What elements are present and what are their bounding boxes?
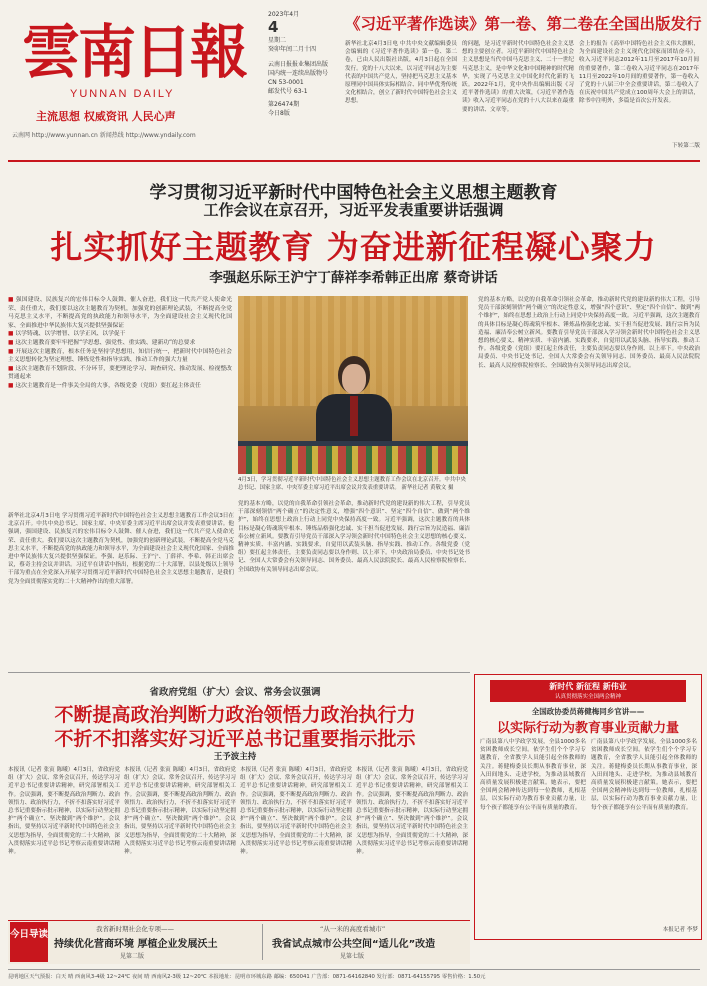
photo-caption xyxy=(238,477,470,492)
main-headline[interactable]: 扎实抓好主题教育 为奋进新征程凝心聚力 xyxy=(50,228,657,266)
masthead-contact: 云南网 http://www.yunnan.cn 新闻热线 http://www.yndaily.com xyxy=(12,132,196,139)
masthead xyxy=(8,8,258,148)
lower-article-column-3: 本报讯（记者 张寅 陈曦）4月3日，省政府党组（扩大）会议、常务会议召开，传达学习习近平总书记重要讲话精神，研究部署相关工作。会议强调，要不断提高政治判断力、政治领悟力、政治执行力，不折不扣落实好习近平总书记重要指示批示精神，以实际行动坚定拥护“两个确立”、坚决做到“两个维护”。会议指出，要坚持以习近平新时代中国特色社会主义思想为指导，全面贯彻党的二十大精神，深入贯彻落实习近平总书记考察云南重要讲话精神。 xyxy=(240,767,352,856)
continued-note[interactable]: 下转第二版 xyxy=(672,143,700,149)
key-point: ■ 这次主题教育是一件事关全局的大事，各级党委（党组）要扛起主体责任 xyxy=(8,382,232,391)
special-column-label-subtitle: 认真贯彻落实全国两会精神 xyxy=(554,694,621,700)
key-point: ■ 这次主题教育不划阶段、不分环节，要把理论学习、调查研究、推动发展、检视整改贯通起来 xyxy=(8,365,232,382)
guide-item-1-title[interactable]: 持续优化营商环境 厚植企业发展沃土 xyxy=(54,939,218,950)
issue-pages: 今日8版 xyxy=(268,110,290,117)
special-column-reporter: 本报记者 李梦 xyxy=(662,927,698,933)
guide-divider xyxy=(262,924,263,960)
main-kicker-1: 学习贯彻习近平新时代中国特色社会主义思想主题教育 xyxy=(149,183,558,203)
top-article-column-1: 新华社北京4月3日电 中共中央文献编辑委员会编辑的《习近平著作选读》第一卷、第二卷，已由人民出版社出版，4月3日起在全国发行。党的十八大以来，以习近平同志为主要代表的中国共产党人，坚持把马克思主义基本原理同中国具体实际相结合、同中华优秀传统文化相结合，创立了新时代中国特色社会主义思想。 xyxy=(345,41,457,105)
special-column-label xyxy=(490,680,686,702)
special-column-label-title: 新时代 新征程 新伟业 xyxy=(549,682,627,691)
newspaper-logo: 雲南日報 xyxy=(22,18,247,86)
issue-lunar-date: 癸卯年闰二月十四 xyxy=(268,46,317,53)
guide-item-2-title[interactable]: 我省试点城市公共空间“适儿化”改造 xyxy=(272,939,436,950)
lower-article-headline-1[interactable]: 不断提高政治判断力政治领悟力政治执行力 xyxy=(54,704,416,726)
lower-article-byline: 王予波主持 xyxy=(213,752,257,762)
lower-article-column-1: 本报讯（记者 张寅 陈曦）4月3日，省政府党组（扩大）会议、常务会议召开，传达学习习近平总书记重要讲话精神，研究部署相关工作。会议强调，要不断提高政治判断力、政治领悟力、政治执行力，不折不扣落实好习近平总书记重要指示批示精神，以实际行动坚定拥护“两个确立”、坚决做到“两个维护”。会议指出，要坚持以习近平新时代中国特色社会主义思想为指导，全面贯彻党的二十大精神，深入贯彻落实习近平总书记考察云南重要讲话精神。 xyxy=(8,767,120,856)
key-point: ■ 以学铸魂、以学增智、以学正风、以学促干 xyxy=(8,330,232,339)
lower-article-headline-2[interactable]: 不折不扣落实好习近平总书记重要指示批示 xyxy=(54,728,416,750)
special-column-headline[interactable]: 以实际行动为教育事业贡献力量 xyxy=(496,721,679,736)
main-article-right-column: 党的基本方略，以党的自我革命引领社会革命，推动新时代党的建设新的伟大工程，引导党员干部深刻领悟“两个确立”的决定性意义，增强“四个意识”、坚定“四个自信”、做到“两个维护”，始终在思想上政治上行动上同党中央保持高度一致。习近平强调，这次主题教育的具体目标是凝心铸魂筑牢根本、锤炼品格强化忠诚、实干担当促进发展、践行宗旨为民造福、廉洁奉公树立新风。要教育引导党员干部深入学习领会新时代中国特色社会主义思想的核心要义、精神实质、丰富内涵、实践要求，自觉用以武装头脑、指导实践、推动工作。各级党委（党组）要扛起主体责任，主要负责同志要以身作则、以上率下。中央政治局委员、中央书记处书记、全国人大常委会有关领导同志、国务委员、最高人民法院院长、最高人民检察院检察长、全国政协有关领导同志出席会议。 xyxy=(478,297,700,369)
issue-info xyxy=(268,10,338,150)
main-subtitle: 李强赵乐际王沪宁丁薛祥李希韩正出席 蔡奇讲话 xyxy=(209,270,498,286)
issue-code-label: 国内统一连续出版物号 xyxy=(268,70,329,77)
issue-year-month: 2023年4月 xyxy=(268,11,300,18)
guide-item-1-page[interactable]: 见第二版 xyxy=(120,953,145,960)
photo-credit: 新华社记者 黄敬文 摄 xyxy=(401,484,454,491)
news-photo xyxy=(238,296,468,474)
newspaper-logo-english: YUNNAN DAILY xyxy=(70,88,175,100)
key-point: ■ 强国建设、民族复兴的宏伟目标令人鼓舞、催人奋进，我们这一代共产党人使命光荣、责任重大，我们要以这次主题教育为契机，加强党的创新理论武装，不断提高全党马克思主义水平，不断提高党的执政能力和领导水平，为全面建设社会主义现代化国家、全面推进中华民族伟大复兴提供坚强保证 xyxy=(8,296,232,330)
issue-weekday: 星期二 xyxy=(268,37,287,44)
lower-article-column-4: 本报讯（记者 张寅 陈曦）4月3日，省政府党组（扩大）会议、常务会议召开，传达学习习近平总书记重要讲话精神，研究部署相关工作。会议强调，要不断提高政治判断力、政治领悟力、政治执行力，不折不扣落实好习近平总书记重要指示批示精神，以实际行动坚定拥护“两个确立”、坚决做到“两个维护”。会议指出，要坚持以习近平新时代中国特色社会主义思想为指导，全面贯彻党的二十大精神，深入贯彻落实习近平总书记考察云南重要讲话精神。 xyxy=(356,767,468,856)
key-points xyxy=(8,296,232,508)
today-guide-badge: 今日导读 xyxy=(10,922,48,962)
photo-caption-text: 4月3日，学习贯彻习近平新时代中国特色社会主义思想主题教育工作会议在北京召开。中共中央总书记、国家主席、中央军委主席习近平出席会议并发表重要讲话。 xyxy=(238,477,466,491)
masthead-divider xyxy=(8,160,700,162)
issue-number: 第26474期 xyxy=(268,101,300,108)
main-article-middle-column: 党的基本方略，以党的自我革命引领社会革命，推动新时代党的建设新的伟大工程，引导党员干部深刻领悟“两个确立”的决定性意义，增强“四个意识”、坚定“四个自信”、做到“两个维护”，始终在思想上政治上行动上同党中央保持高度一致。习近平强调，这次主题教育的具体目标是凝心铸魂筑牢根本、锤炼品格强化忠诚、实干担当促进发展、践行宗旨为民造福、廉洁奉公树立新风。要教育引导党员干部深入学习领会新时代中国特色社会主义思想的核心要义、精神实质、丰富内涵、实践要求，自觉用以武装头脑、指导实践、推动工作。各级党委（党组）要扛起主体责任，主要负责同志要以身作则、以上率下。中央政治局委员、中央书记处书记、全国人大常委会有关领导同志、国务委员、最高人民法院院长、最高人民检察院检察长、全国政协有关领导同志出席会议。 xyxy=(238,501,470,573)
guide-item-2-page[interactable]: 见第七版 xyxy=(340,953,365,960)
top-article-headline[interactable]: 《习近平著作选读》第一卷、第二卷在全国出版发行 xyxy=(345,15,702,33)
key-point: ■ 这次主题教育要牢牢把握“学思想、强党性、重实践、建新功”的总要求 xyxy=(8,339,232,348)
special-column-body-1: 广南县第八中学政学发展，全县1000多名贫困教师成长空间。依学生们个个学习专题教育，全省教学人员能引起全体教师的关注。蒋健梅委员长期从事教育事业，深入田间地头、走进学校，为推动县域教育高质量发展积极建言献策。她表示，要把全国两会精神传达到每一位教师，扎根基层，以实际行动为教育事业贡献力量，让每个孩子都能享有公平而有质量的教育。 xyxy=(480,739,586,811)
top-article-column-2: 的问题，是习近平新时代中国特色社会主义思想的主要创立者。习近平新时代中国特色社会主义思想是当代中国马克思主义、二十一世纪马克思主义，是中华文化和中国精神的时代精华，实现了马克思主义中国化时代化新的飞跃。2022年1月，党中央作出编辑出版《习近平著作选读》的重大决策，《习近平著作选读》收入习近平同志在党的十八大以来在最重要的讲话、文章等。 xyxy=(462,41,574,113)
guide-item-1-kicker: 我省新时期社会化专项—— xyxy=(96,925,174,933)
main-kicker-2: 工作会议在京召开，习近平发表重要讲话强调 xyxy=(203,201,504,219)
issue-cn: CN 53-0001 xyxy=(268,79,304,86)
lower-article-kicker: 省政府党组（扩大）会议、常务会议强调 xyxy=(149,687,321,698)
footer-info: 昆明地区天气预报：白天 晴 西南风3-4级 12~24℃ 夜间 晴 西南风2-3级 12~20℃ 本报地址：昆明市环城东路 邮编：650041 广告部：0871-64162840 发行部：0871-64155795 零售价格：1.50元 xyxy=(8,969,700,980)
issue-post-code: 邮发代号 63-1 xyxy=(268,88,308,95)
issue-publisher: 云南日报报业集团出版 xyxy=(268,61,329,68)
issue-day: 4 xyxy=(268,18,279,36)
guide-item-2-kicker: “从一米的高度看城市” xyxy=(320,925,386,933)
key-point: ■ 开展这次主题教育，根本任务是坚持学思想用、知信行统一，把新时代中国特色社会主义思想转化为坚定理想、锤炼党性和指导实践、推动工作的强大力量 xyxy=(8,348,232,365)
lower-article-column-2: 本报讯（记者 张寅 陈曦）4月3日，省政府党组（扩大）会议、常务会议召开，传达学习习近平总书记重要讲话精神，研究部署相关工作。会议强调，要不断提高政治判断力、政治领悟力、政治执行力，不折不扣落实好习近平总书记重要指示批示精神，以实际行动坚定拥护“两个确立”、坚决做到“两个维护”。会议指出，要坚持以习近平新时代中国特色社会主义思想为指导，全面贯彻党的二十大精神，深入贯彻落实习近平总书记考察云南重要讲话精神。 xyxy=(124,767,236,856)
special-column-body-2: 广南县第八中学政学发展，全县1000多名贫困教师成长空间。依学生们个个学习专题教育，全省教学人员能引起全体教师的关注。蒋健梅委员长期从事教育事业，深入田间地头、走进学校，为推动县域教育高质量发展积极建言献策。她表示，要把全国两会精神传达到每一位教师，扎根基层，以实际行动为教育事业贡献力量，让每个孩子都能享有公平而有质量的教育。 xyxy=(591,739,697,811)
special-column-kicker: 全国政协委员蒋健梅同乡官讲—— xyxy=(531,707,645,716)
masthead-slogan: 主流思想 权威资讯 人民心声 xyxy=(36,110,176,123)
top-article-column-3: 会上的报告《高举中国特色社会主义伟大旗帜，为全面建设社会主义现代化国家而团结奋斗》，收入习近平同志2012年11月至2017年10月间的重要著作，第二卷收入习近平同志在2017年11月至2022年10月间的重要著作，第一卷收入了党的十八届三中全会重要讲话，第二卷收入了在庆祝中国共产党成立100周年大会上的讲话，除书中注明外，多篇是首次公开发表。 xyxy=(579,41,699,105)
main-article-left-column: 新华社北京4月3日电 学习贯彻习近平新时代中国特色社会主义思想主题教育工作会议3日在北京召开。中共中央总书记、国家主席、中央军委主席习近平出席会议并发表重要讲话。他强调，强国建设、民族复兴的宏伟目标令人鼓舞、催人奋进，我们这一代共产党人使命光荣、责任重大。我们要以这次主题教育为契机，加强党的创新理论武装，不断提高全党马克思主义水平，不断提高党的执政能力和领导水平，为全面建设社会主义现代化国家、全面推进中华民族伟大复兴提供坚强保证。李强、赵乐际、王沪宁、丁薛祥、李希、韩正出席会议，蔡奇主持会议并讲话。习近平在讲话中指出，根据党的二十大部署，以县处级以上领导干部为重点在全党深入开展学习贯彻习近平新时代中国特色社会主义思想主题教育，是我们党为全面贯彻落实党的二十大精神作出的重大部署。 xyxy=(8,513,234,585)
section-divider xyxy=(8,672,470,673)
